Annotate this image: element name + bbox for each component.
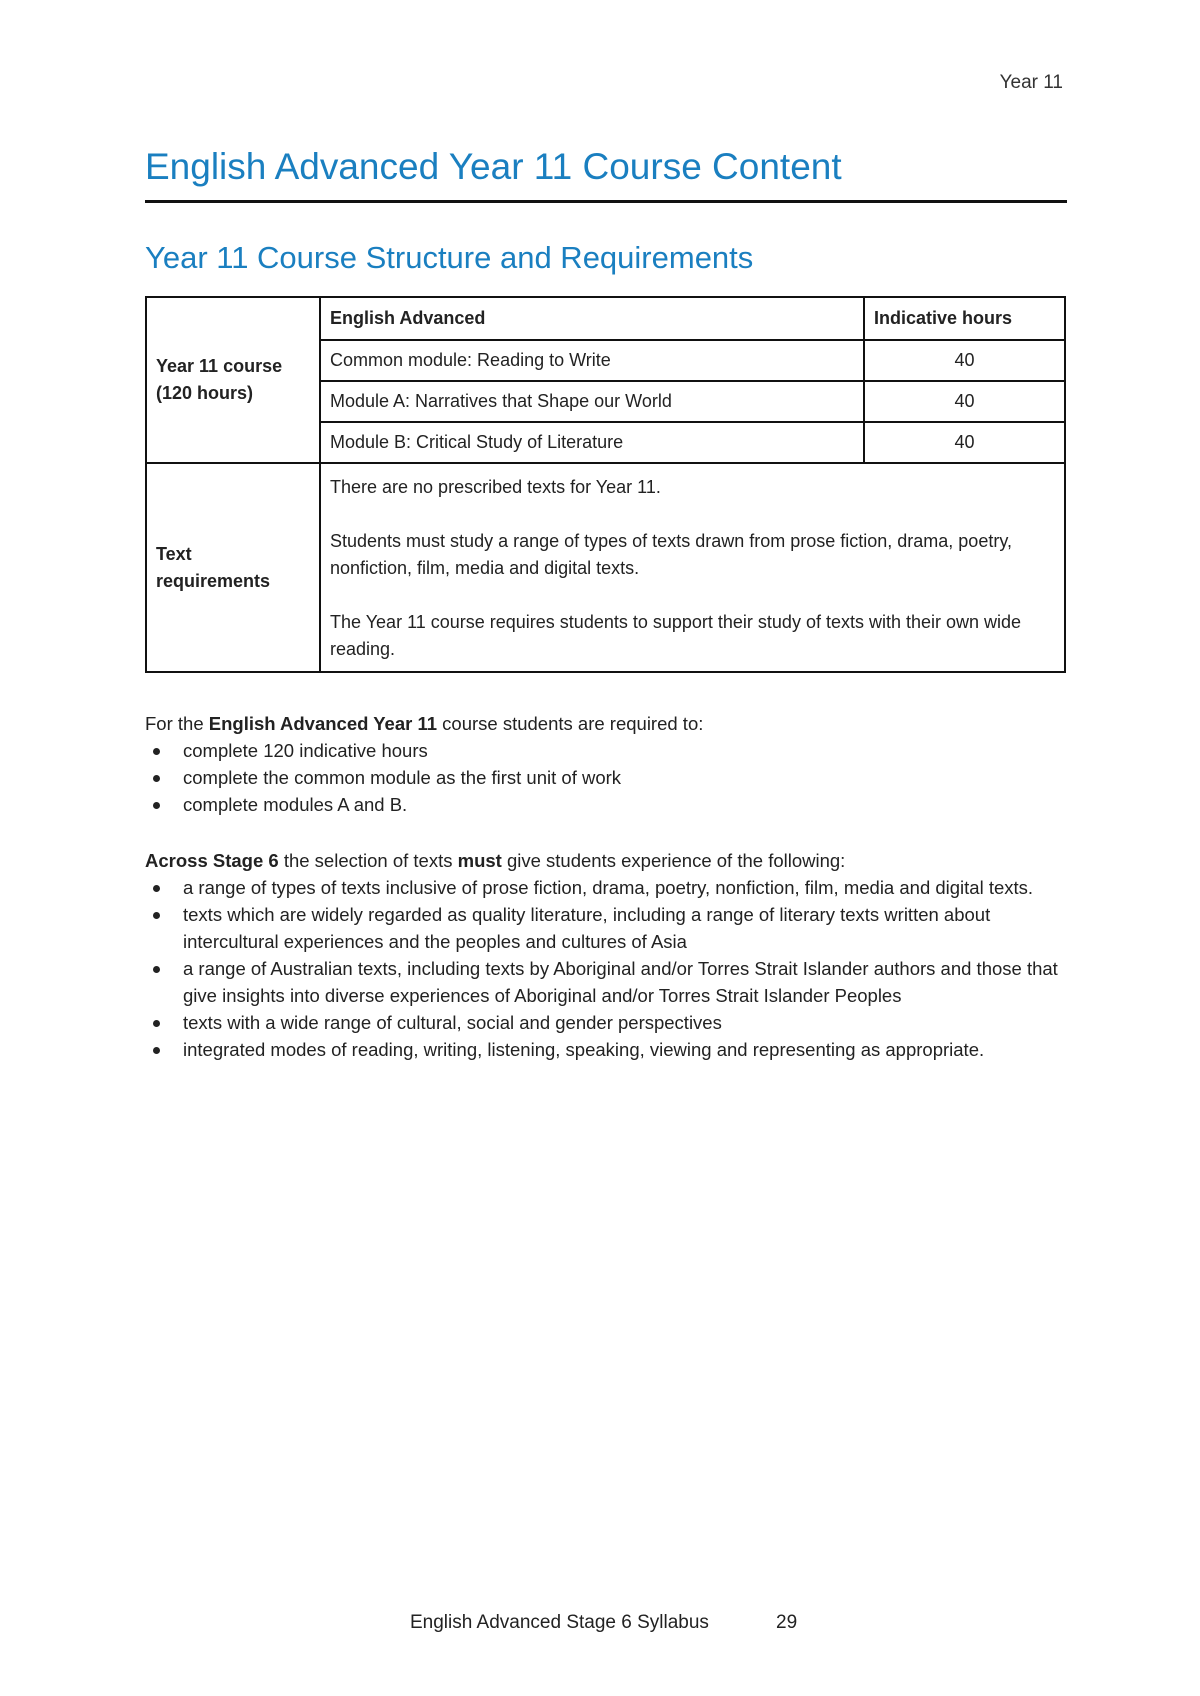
text-requirements-content — [320, 463, 1065, 672]
section-heading: Year 11 Course Structure and Requirements — [145, 240, 754, 275]
text-requirements-label — [146, 463, 320, 672]
intro-text: the selection of texts — [278, 850, 458, 871]
list-item: complete 120 indicative hours — [145, 737, 1075, 764]
module-hours: 40 — [864, 422, 1065, 463]
course-label-line2: (120 hours) — [156, 383, 254, 403]
module-hours: 40 — [864, 340, 1065, 381]
intro-text: For the — [145, 713, 209, 734]
module-name: Module A: Narratives that Shape our World — [320, 381, 864, 422]
list-item: a range of types of texts inclusive of prose fiction, drama, poetry, nonfiction, film, media and digital texts. — [145, 874, 1075, 901]
text-req-label-line1: Text — [156, 543, 192, 564]
list-item: texts which are widely regarded as quality literature, including a range of literary texts written about intercultural experiences and the peoples and cultures of Asia — [145, 901, 1075, 955]
text-req-paragraph: Students must study a range of types of texts drawn from prose fiction, drama, poetry, nonfiction, film, media and digital texts. — [330, 531, 1012, 578]
intro-text: course students are required to: — [437, 713, 704, 734]
intro-bold-text: must — [457, 850, 502, 871]
footer-title: English Advanced Stage 6 Syllabus — [410, 1612, 709, 1633]
running-head: Year 11 — [999, 72, 1063, 93]
intro-bold-text: English Advanced Year 11 — [208, 713, 438, 734]
list-item: complete modules A and B. — [145, 791, 1075, 818]
text-selection — [145, 847, 1075, 1063]
text-req-paragraph: The Year 11 course requires students to support their study of texts with their own wide reading. — [330, 612, 1022, 659]
year11-course-label — [146, 297, 320, 463]
intro-text: give students experience of the following: — [501, 850, 846, 871]
title-rule — [145, 200, 1067, 203]
requirements-list — [145, 737, 1075, 818]
column-header-hours: Indicative hours — [864, 297, 1065, 340]
selection-list — [145, 874, 1075, 1063]
course-structure-table — [145, 296, 1066, 673]
list-item: texts with a wide range of cultural, social and gender perspectives — [145, 1009, 1075, 1036]
module-hours: 40 — [864, 381, 1065, 422]
text-requirements-row — [146, 463, 1065, 672]
text-req-paragraph: There are no prescribed texts for Year 11. — [330, 477, 661, 497]
list-item: a range of Australian texts, including texts by Aboriginal and/or Torres Strait Islander authors and those that give insights into diverse experiences of Aboriginal and/or Torres Strait Islander Peoples — [145, 955, 1075, 1009]
page-title: English Advanced Year 11 Course Content — [145, 146, 842, 187]
table-header-row — [146, 297, 1065, 340]
intro-bold-text: Across Stage 6 — [145, 850, 279, 871]
course-requirements — [145, 710, 1075, 818]
selection-intro — [145, 847, 1075, 874]
page-number: 29 — [776, 1612, 798, 1633]
course-label-line1: Year 11 course — [156, 356, 283, 376]
list-item: complete the common module as the first unit of work — [145, 764, 1075, 791]
text-req-label-line2: requirements — [156, 570, 271, 591]
module-name: Common module: Reading to Write — [320, 340, 864, 381]
list-item: integrated modes of reading, writing, listening, speaking, viewing and representing as appropriate. — [145, 1036, 1075, 1063]
column-header-course: English Advanced — [320, 297, 864, 340]
module-name: Module B: Critical Study of Literature — [320, 422, 864, 463]
requirements-intro — [145, 710, 1075, 737]
